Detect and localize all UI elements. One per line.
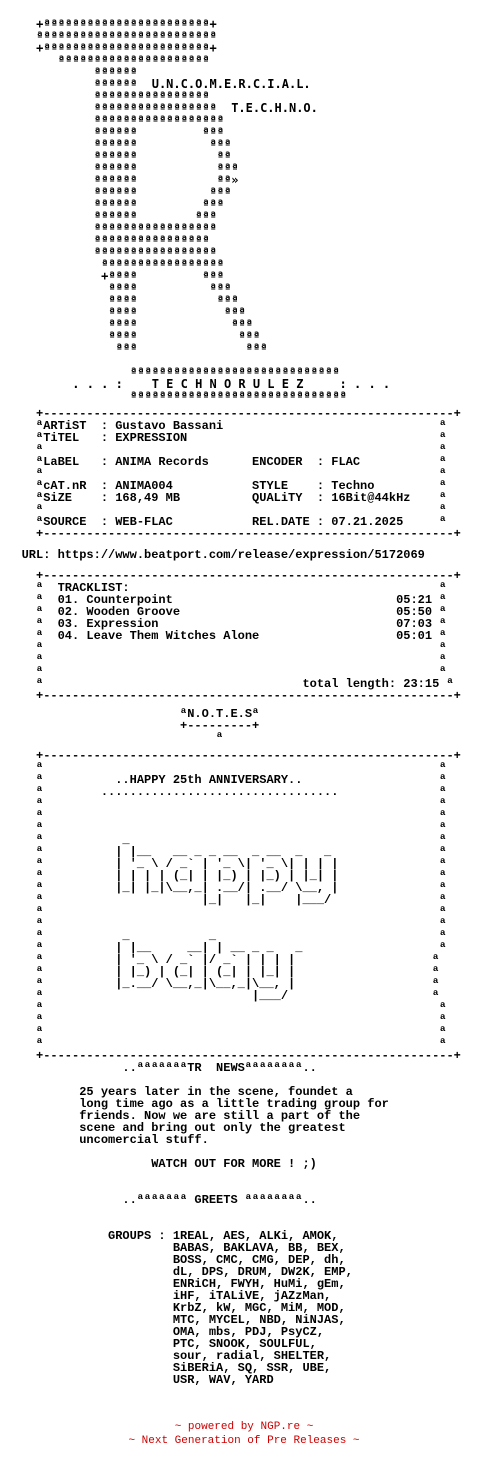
tracklist-row: ª ª xyxy=(0,665,447,679)
release-info-row: ªSiZE : 168,49 MB QUALiTY : 16Bit@44kHz ª xyxy=(0,491,447,505)
news-line: OMA, mbs, PDJ, PsyCZ, xyxy=(0,1325,325,1339)
notes-row: ª ª xyxy=(0,1013,447,1027)
news-line: ENRiCH, FWYH, HuMi, gEm, xyxy=(0,1277,346,1291)
notes-row: ª _ _ ª xyxy=(0,929,447,943)
nfo-document xyxy=(0,18,488,1386)
notes-box-top-border: +---------------------------------------------------------+ xyxy=(0,749,461,763)
news-line: BABAS, BAKLAVA, BB, BEX, xyxy=(0,1241,346,1255)
tracklist-row: ª 02. Wooden Groove 05:50 ª xyxy=(0,605,447,619)
notes-row: ª |_| |_| |___/ ª xyxy=(0,893,447,907)
tracklist-row: ª total length: 23:15 ª xyxy=(0,677,454,691)
release-url: URL: https://www.beatport.com/release/expression/5172069 xyxy=(0,548,425,562)
notes-row: ª ................................. ª xyxy=(0,785,447,799)
news-line: MTC, MYCEL, NBD, NiNJAS, xyxy=(0,1313,346,1327)
notes-header-line: ª xyxy=(0,731,224,745)
notes-row: ª ª xyxy=(0,917,447,931)
release-info-row: ªTiTEL : EXPRESSION ª xyxy=(0,431,447,445)
news-line: BOSS, CMC, CMG, DEP, dh, xyxy=(0,1253,346,1267)
release-info-row: ª ª xyxy=(0,467,447,481)
news-line xyxy=(0,1206,488,1218)
tracklist-row: ª TRACKLIST: ª xyxy=(0,581,447,595)
notes-row: ª ª xyxy=(0,797,447,811)
notes-row: ª ª xyxy=(0,821,447,835)
tracklist-box-bottom-border: +---------------------------------------------------------+ xyxy=(0,689,461,703)
news-line: friends. Now we are still a part of the xyxy=(0,1109,361,1123)
news-line: scene and bring out only the greatest xyxy=(0,1121,346,1135)
news-body xyxy=(0,1074,488,1386)
notes-row: ª |_| |_|\__,_| .__/| .__/ \__, | ª xyxy=(0,881,447,895)
news-line: long time ago as a little trading group for xyxy=(0,1097,389,1111)
tracklist-row: ª 03. Expression 07:03 ª xyxy=(0,617,447,631)
notes-box xyxy=(0,762,488,1050)
news-line: 25 years later in the scene, foundet a xyxy=(0,1085,353,1099)
notes-row: ª | '_ \ / _` | '_ \| '_ \| | | | ª xyxy=(0,857,447,871)
news-line: GROUPS : 1REAL, AES, ALKi, AMOK, xyxy=(0,1229,339,1243)
notes-row: ª | |__ __| | __ _ _ _ ª xyxy=(0,941,447,955)
footer-tagline: ~ Next Generation of Pre Releases ~ xyxy=(128,1435,360,1447)
news-line xyxy=(0,1170,488,1182)
news-header: ..ªªªªªªªTR NEWSªªªªªªªª.. xyxy=(0,1061,317,1075)
news-line: USR, WAV, YARD xyxy=(0,1373,274,1387)
news-line: iHF, iTALiVE, jAZzMan, xyxy=(0,1289,332,1303)
notes-row: ª |_.__/ \__,_|\__,_|\__, | ª xyxy=(0,977,440,991)
notes-row: ª ª xyxy=(0,761,447,775)
notes-row: ª | '_ \ / _` |/ _` | | | | ª xyxy=(0,953,440,967)
footer-powered-by: ~ powered by NGP.re ~ xyxy=(174,1421,314,1433)
notes-row: ª |___/ ª xyxy=(0,989,440,1003)
release-info-row: ªSOURCE : WEB-FLAC REL.DATE : 07.21.2025 ª xyxy=(0,515,447,529)
notes-row: ª ª xyxy=(0,905,447,919)
notes-header-line: ªN.O.T.E.Sª xyxy=(0,707,260,721)
release-info-row: ªARTiST : Gustavo Bassani ª xyxy=(0,419,447,433)
notes-row: ª ª xyxy=(0,1037,447,1051)
news-line: uncomercial stuff. xyxy=(0,1133,209,1147)
logo-art: +ªªªªªªªªªªªªªªªªªªªªªªª+ ªªªªªªªªªªªªªªªªªªªªªªªªª +ªªªªªªªªªªªªªªªªªªªªªªª+ ªªªªªªªªªªªªªªªªªªªªª ªªªªªª ªªªªªª U.N.C.O.M.E.R.C.I.A.L. ªªªªªªªªªªªªªªªª ªªªªªªªªªªªªªªªªª T.E.C.H.N.O. ªªªªªªªªªªªªªªªªªª ªªªªªª ªªª ªªªªªª ªªª ªªªªªª ªª ªªªªªª ªªª ªªªªªª ªª» ªªªªªª ªªª ªªªªªª ªªª ªªªªªª ªªª ªªªªªªªªªªªªªªªªª ªªªªªªªªªªªªªªªª ªªªªªªªªªªªªªªªªª ªªªªªªªªªªªªªªªªª +ªªªª ªªª ªªªª ªªª ªªªª ªªª ªªªª ªªª ªªªª ªªª ªªªª ªªª ªªª ªªª ªªªªªªªªªªªªªªªªªªªªªªªªªªªªª . . . : T E C H N O R U L E Z : . . . ªªªªªªªªªªªªªªªªªªªªªªªªªªªªªª xyxy=(36,17,391,403)
news-line: PTC, SNOOK, SOULFUL, xyxy=(0,1337,317,1351)
release-info-row: ª ª xyxy=(0,443,447,457)
notes-row: ª ª xyxy=(0,809,447,823)
news-line: WATCH OUT FOR MORE ! ;) xyxy=(0,1157,317,1171)
tracklist-row: ª ª xyxy=(0,641,447,655)
tracklist-row: ª ª xyxy=(0,653,447,667)
news-line: dL, DPS, DRUM, DW2K, EMP, xyxy=(0,1265,353,1279)
news-line: KrbZ, kW, MGC, MiM, MOD, xyxy=(0,1301,346,1315)
tracklist-row: ª 04. Leave Them Witches Alone 05:01 ª xyxy=(0,629,447,643)
footer xyxy=(0,1420,488,1448)
notes-row: ª _ ª xyxy=(0,833,447,847)
notes-row: ª ª xyxy=(0,1025,447,1039)
news-line: ..ªªªªªªª GREETS ªªªªªªªª.. xyxy=(0,1193,317,1207)
notes-header xyxy=(0,708,488,744)
release-info-row: ª ª xyxy=(0,503,447,517)
notes-box-bottom-border: +---------------------------------------------------------+ xyxy=(0,1049,461,1063)
notes-row: ª | |__ __ _ _ __ _ __ _ _ ª xyxy=(0,845,447,859)
release-info-row: ªLaBEL : ANIMA Records ENCODER : FLAC ª xyxy=(0,455,447,469)
release-info-box xyxy=(0,420,488,528)
notes-row: ª | | | | (_| | |_) | |_) | |_| | ª xyxy=(0,869,447,883)
notes-row: ª | |_) | (_| | (_| | |_| | ª xyxy=(0,965,440,979)
news-line: sour, radial, SHELTER, xyxy=(0,1349,332,1363)
tracklist-box xyxy=(0,582,488,690)
notes-row: ª ..HAPPY 25th ANNIVERSARY.. ª xyxy=(0,773,447,787)
tracklist-row: ª 01. Counterpoint 05:21 ª xyxy=(0,593,447,607)
release-box-top-border: +---------------------------------------------------------+ xyxy=(0,407,461,421)
tracklist-box-top-border: +---------------------------------------------------------+ xyxy=(0,569,461,583)
notes-row: ª ª xyxy=(0,1001,447,1015)
release-box-bottom-border: +---------------------------------------------------------+ xyxy=(0,527,461,541)
news-line: SiBERiA, SQ, SSR, UBE, xyxy=(0,1361,332,1375)
release-info-row: ªcAT.nR : ANIMA004 STYLE : Techno ª xyxy=(0,479,447,493)
notes-header-line: +---------+ xyxy=(0,719,260,733)
